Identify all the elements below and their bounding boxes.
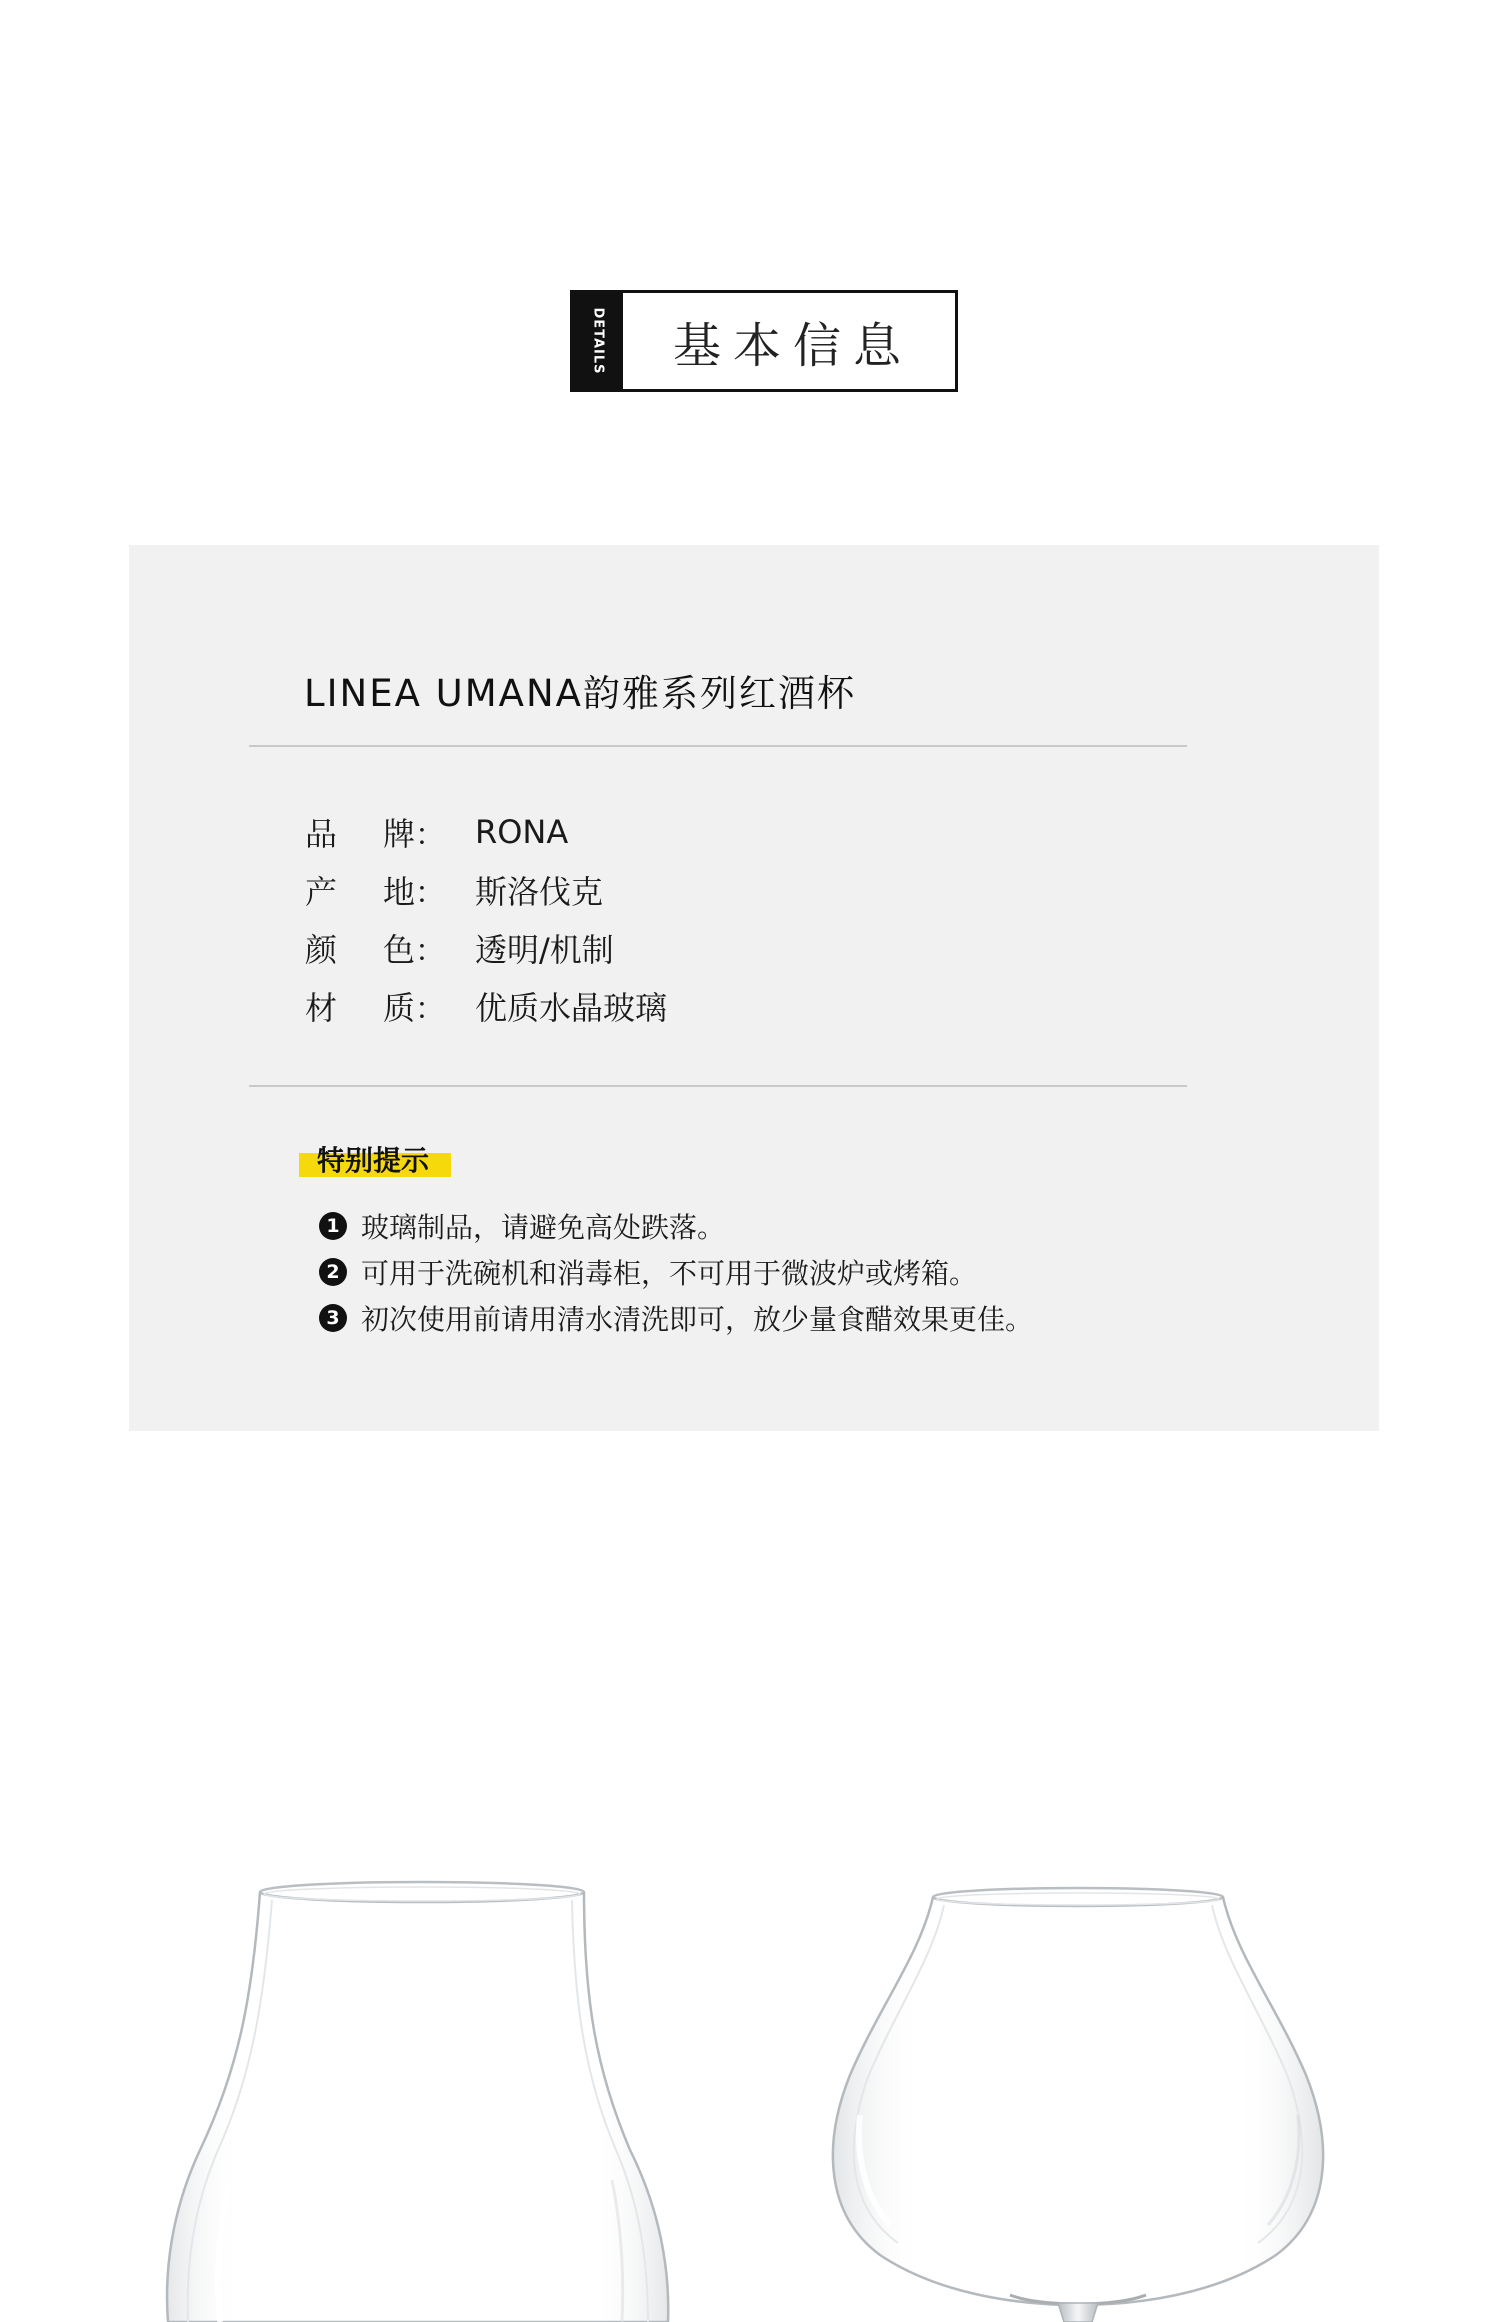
spec-colon: ：	[415, 876, 445, 911]
section-title: 基本信息	[672, 317, 913, 374]
section-header-badge	[570, 290, 958, 392]
spec-value: RONA	[475, 813, 569, 851]
spec-key: 材 质	[305, 989, 415, 1027]
tip-item	[319, 1203, 1033, 1249]
spec-value: 优质水晶玻璃	[475, 989, 668, 1027]
spec-row-material	[305, 977, 667, 1035]
tip-item	[319, 1249, 1033, 1295]
spec-key: 颜 色	[305, 931, 415, 969]
tip-text: 可用于洗碗机和消毒柜，不可用于微波炉或烤箱。	[361, 1257, 978, 1290]
tip-number-icon: 3	[319, 1304, 347, 1332]
badge-side-label: DETAILS	[590, 307, 606, 375]
tips-list	[319, 1203, 1033, 1341]
tip-number-icon: 1	[319, 1212, 347, 1240]
wine-glass-right-image	[820, 1855, 1340, 2322]
spec-row-brand	[305, 803, 667, 861]
spec-key: 产 地	[305, 873, 415, 911]
tip-item	[319, 1295, 1033, 1341]
wine-glass-left-image	[160, 1850, 680, 2322]
badge-side-bar	[573, 293, 623, 389]
product-info-panel	[129, 545, 1379, 1431]
tip-text: 玻璃制品，请避免高处跌落。	[361, 1211, 726, 1244]
spec-colon: ：	[415, 992, 445, 1027]
spec-colon: ：	[415, 818, 445, 853]
tips-tag-label: 特别提示	[317, 1144, 430, 1177]
spec-key: 品 牌	[305, 815, 415, 853]
tips-tag	[299, 1135, 437, 1179]
tip-text: 初次使用前请用清水清洗即可，放少量食醋效果更佳。	[361, 1303, 1034, 1336]
product-title: LINEA UMANA韵雅系列红酒杯	[304, 672, 856, 715]
tip-number-icon: 2	[319, 1258, 347, 1286]
divider-bottom	[249, 1085, 1187, 1087]
spec-row-origin	[305, 861, 667, 919]
spec-list	[305, 803, 667, 1035]
divider-top	[249, 745, 1187, 747]
spec-value: 斯洛伐克	[475, 873, 604, 911]
spec-colon: ：	[415, 934, 445, 969]
spec-value: 透明/机制	[475, 931, 614, 969]
spec-row-color	[305, 919, 667, 977]
